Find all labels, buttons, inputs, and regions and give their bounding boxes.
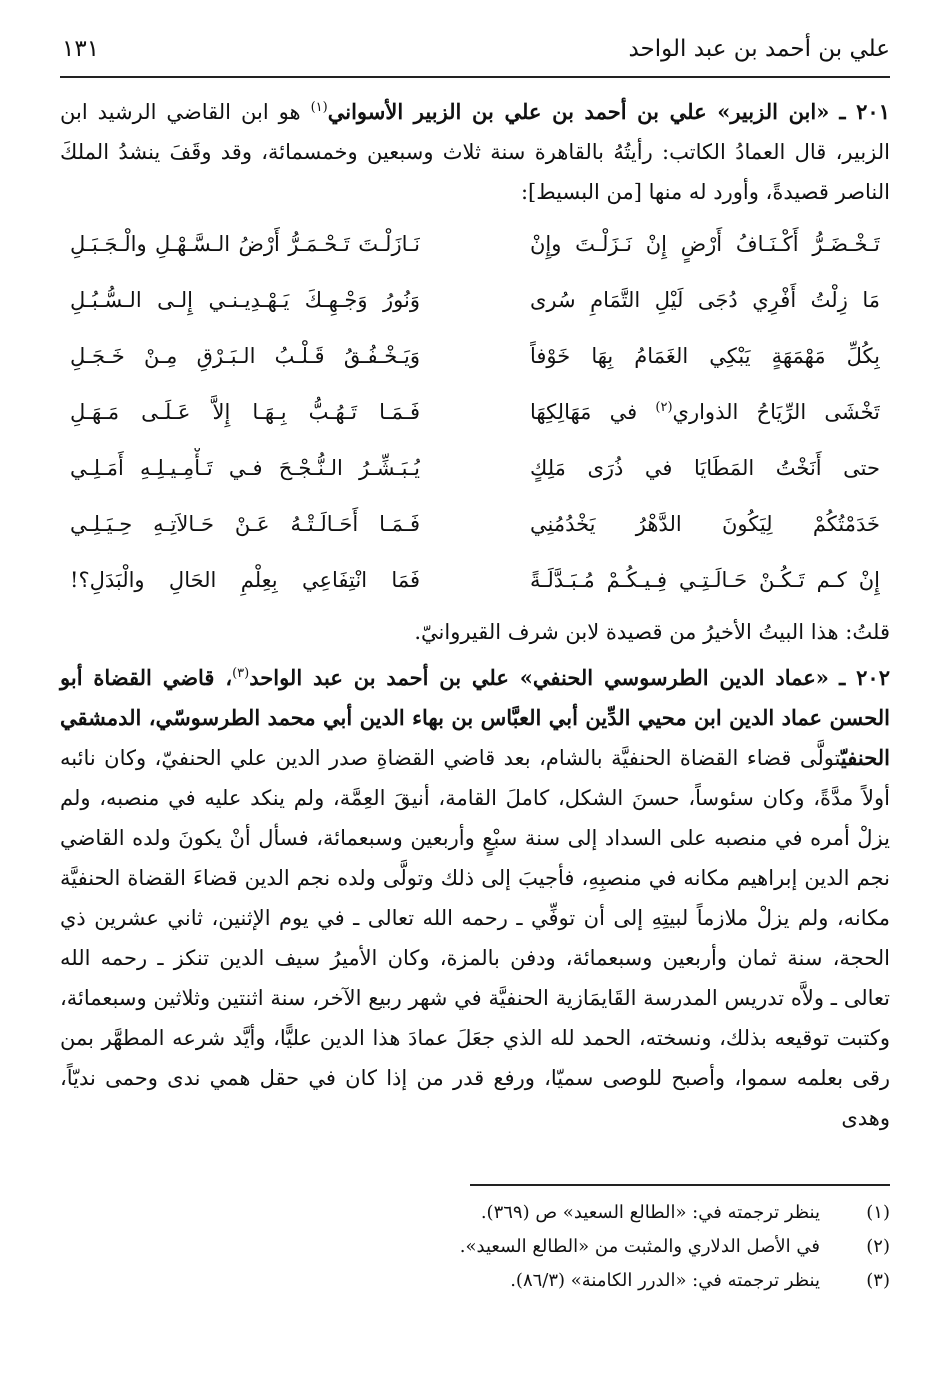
verse-first-hemistich: تَـخْـضَـرُّ أَكْـنَـافُ أَرْضٍ إِنْ نَـزَلْـتَ وإِنْ: [530, 232, 880, 256]
footnote-text: ينظر ترجمته في: «الطالع السعيد» ص (٣٦٩).: [480, 1202, 820, 1223]
verse: [60, 216, 890, 272]
main-text: [60, 92, 890, 1138]
verse-second-hemistich: نَـازَلْـتَ تَـحْـمَـرُّ أَرْضُ الـسَّـهْـلِ والْـجَـبَـلِ: [70, 232, 420, 256]
page-number: ١٣١: [62, 36, 100, 62]
verse-first-hemistich: خَدَمْتُكُمْ لِيَكُونَ الدَّهْرُ يَخْدُمُنِي: [530, 512, 880, 536]
verse-first-hemistich: حتى أَنَخْتُ المَطَايَا في ذُرَى مَلِكٍ: [530, 456, 880, 480]
entry-201-number: ٢٠١ ـ: [839, 99, 890, 124]
verse-second-hemistich: وَنُورُ وَجْـهِـكَ يَـهْـدِيـنـي إِلـى الـسُّـبُـلِ: [70, 288, 420, 312]
verse-second-hemistich: وَيَـخْـفُـقُ قَـلْـبُ الـبَـرْقِ مِـنْ خَـجَـلِ: [70, 344, 420, 368]
verse-first-hemistich: [530, 392, 880, 432]
entry-201-name: «ابن الزبير» علي بن أحمد بن علي بن الزبير الأسواني: [327, 99, 830, 124]
verse-first-hemistich-end: في مَهَالِكِهَا: [530, 400, 638, 424]
footnote-ref-2[interactable]: (٢): [655, 400, 673, 415]
verse: [60, 496, 890, 552]
verse: [60, 384, 890, 440]
footnote-number: (١): [866, 1202, 890, 1223]
footnote-number: (٣): [866, 1270, 890, 1291]
footnote-divider: [470, 1184, 890, 1186]
entry-201-paragraph: [60, 92, 890, 212]
footnote-ref-3[interactable]: (٣): [232, 666, 250, 681]
footnote-text: في الأصل الدلاري والمثبت من «الطالع السعيد».: [459, 1236, 820, 1257]
verse-second-hemistich: فَـمَـا أَحَـالَـتْـهُ عَـنْ حَـالاَتِـهِ حِـيَـلِـي: [70, 512, 420, 536]
footnote-number: (٢): [866, 1236, 890, 1257]
verse: [60, 440, 890, 496]
footnote-ref-1[interactable]: (١): [310, 100, 328, 115]
verse: [60, 328, 890, 384]
verse-first-hemistich: إِنْ كـم تَـكُـنْ حَـالَـتِـي فِـيـكُـمْ مُـبَـدَّلَـةً: [530, 568, 880, 592]
footnote: [60, 1264, 890, 1298]
running-title: علي بن أحمد بن عبد الواحد: [628, 36, 890, 62]
entry-201-text: هو ابن القاضي الرشيد ابن الزبير، قال العمادُ الكاتب: رأيتُهُ بالقاهرة سنة ثلاث وسبعين وخمسمائة، وقد وقَفَ ينشدُ الملكَ الناصر قصيدةً، وأورد له منها [من البسيط]:: [60, 100, 890, 204]
book-page: [60, 30, 890, 1138]
verse-second-hemistich: فَمَا انْتِفَاعِي بِعِلْمِ الحَالِ والْبَدَلِ؟!: [70, 568, 420, 592]
entry-202-name-continued: ، قاضي القضاة أبو الحسن عماد الدين ابن محيي الدِّين أبي العبَّاس بن بهاء الدين أبي محمد الطرسوسّي، الدمشقي الحنفيّ: [60, 665, 890, 770]
verse: [60, 272, 890, 328]
entry-202-name: «عماد الدين الطرسوسي الحنفي» علي بن أحمد بن عبد الواحد: [249, 665, 829, 690]
entry-202-text: تولَّى قضاء القضاة الحنفيَّة بالشام، بعد قاضي القضاةِ صدر الدين علي الحنفيّ، وكان نائبه أولاً مدَّةً، وكان سئوساً، حسنَ الشكل، كاملَ القامة، أنيقَ العِمَّة، ولم ينكد عليه في منصبه، ولم يزلْ أمره في منصبه على السداد إلى سنة سبْعٍ وأربعين وسبعمائة، فسأل أنْ يكونَ ولده القاضي نجم الدين إبراهيم مكانه في منصبِهِ، فأجيبَ إلى ذلك وتولَّى ولده نجم الدين قضاءَ القضاة الحنفيَّة مكانه، ولم يزلْ ملازماً لبيتِهِ إلى أن توفِّي ـ رحمه الله تعالى ـ في يوم الإثنين، ثاني عشرين ذي الحجة، سنة ثمان وأربعين وسبعمائة، ودفن بالمزة، وكان الأميرُ سيف الدين تنكز ـ رحمه الله تعالى ـ ولاَّه تدريس المدرسة القَايمَازية الحنفيَّة في شهر ربيع الآخر، سنة اثنتين وثلاثين وسبعمائة، وكتبت توقيعه بذلك، ونسخته، الحمد لله الذي جعَلَ عمادَ هذا الدين عليًّا، وأيَّد شرعه المطهَّر بمن رقى بعلمه سموا، وأصبح للوصى سميّا، ورفع قدر من إذا كان في حقل همي ندى وحمى نديّاً، وهدى: [60, 746, 890, 1130]
footnote-text: ينظر ترجمته في: «الدرر الكامنة» (٨٦/٣).: [510, 1270, 820, 1291]
verse-first-hemistich: مَا زِلْتُ أَفْرِي دُجَى لَيْلِ التَّمَامِ سُرى: [530, 288, 880, 312]
author-note: قلتُ: هذا البيتُ الأخيرُ من قصيدة لابن شرف القيروانيّ.: [414, 620, 890, 644]
footnote: [60, 1196, 890, 1230]
footnote: [60, 1230, 890, 1264]
verse-second-hemistich: يُـبَـشِّـرُ الـنُّـجْـحَ فـي تَـأْمِـيـلِـهِ أَمَـلِـي: [70, 456, 420, 480]
verse-second-hemistich: فَـمَـا تَـهُـبُّ بِـهَـا إِلاَّ عَـلَـى مَـهَـلِ: [70, 400, 420, 424]
verse: [60, 552, 890, 608]
verse-first-hemistich: بِكُلِّ مَهْمَهَةٍ يَبْكِي الغَمَامُ بِهَا خَوْفاً: [530, 344, 880, 368]
poem: [60, 216, 890, 608]
verse-first-hemistich-start: تَخْشَى الرِّيَاحُ الذواري: [672, 400, 880, 424]
entry-202-paragraph: [60, 658, 890, 1138]
page-header: [60, 30, 890, 78]
entry-202-number: ٢٠٢ ـ: [839, 665, 890, 690]
footnotes: [60, 1184, 890, 1298]
